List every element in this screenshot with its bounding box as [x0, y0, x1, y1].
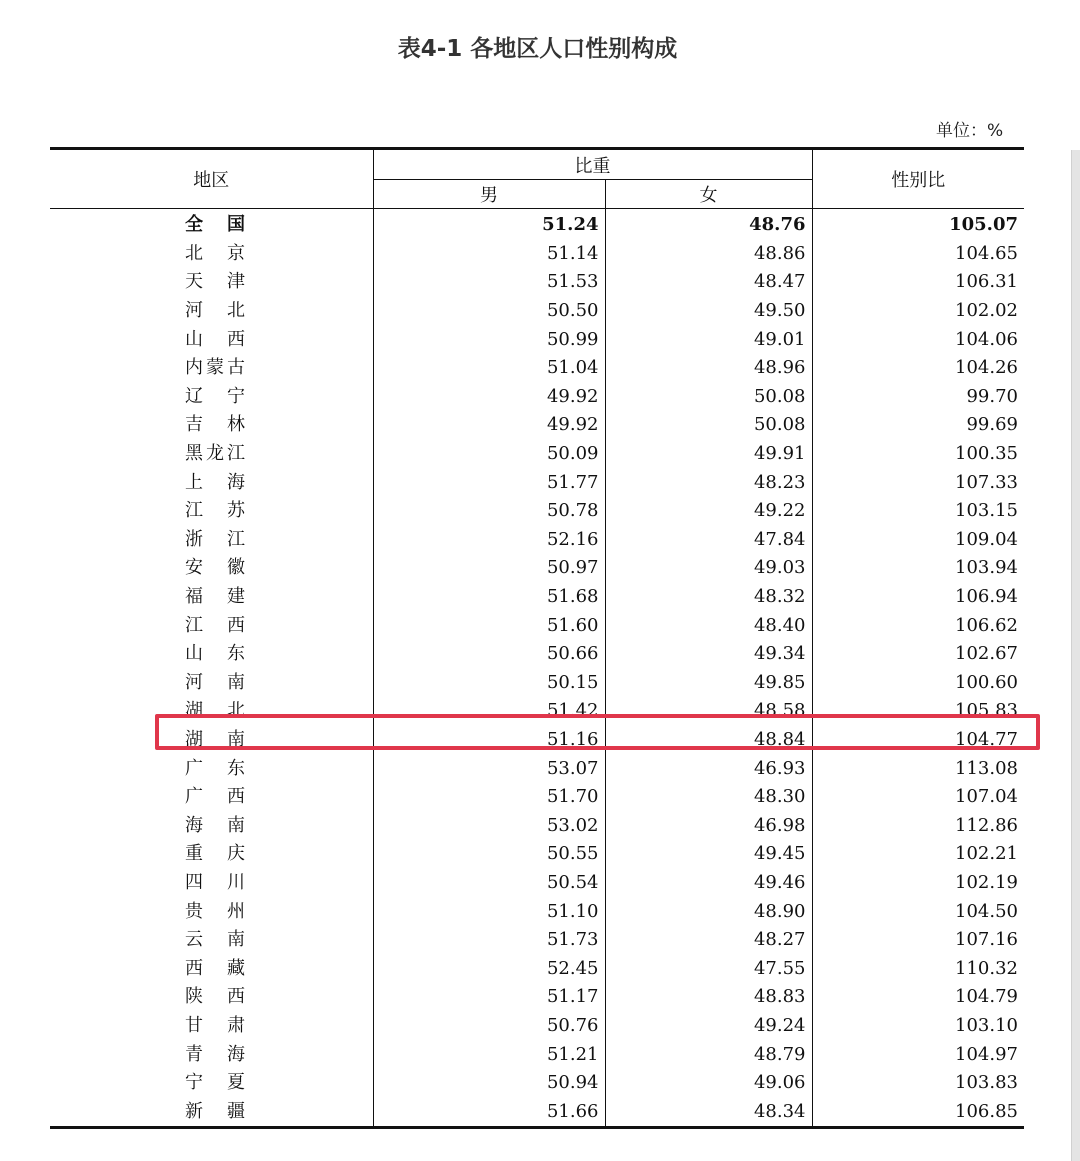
ratio-cell: 106.62: [812, 611, 1024, 640]
ratio-cell: 104.97: [812, 1040, 1024, 1069]
region-cell: [50, 983, 373, 1012]
region-name: 河北: [185, 300, 245, 322]
ratio-cell: 103.10: [812, 1012, 1024, 1041]
female-cell: 49.06: [605, 1069, 812, 1098]
header-sex-ratio: 性别比: [812, 149, 1024, 209]
table-row: [50, 1069, 1024, 1098]
ratio-cell: 107.33: [812, 468, 1024, 497]
table-row: [50, 1040, 1024, 1069]
female-cell: 48.40: [605, 611, 812, 640]
region-cell: [50, 611, 373, 640]
region-name: 重庆: [185, 843, 245, 865]
region-name: 湖北: [185, 700, 245, 722]
region-name: 新疆: [185, 1100, 245, 1122]
female-cell: 48.86: [605, 240, 812, 269]
ratio-cell: 99.69: [812, 411, 1024, 440]
ratio-cell: 104.06: [812, 325, 1024, 354]
region-cell: [50, 869, 373, 898]
region-cell: [50, 640, 373, 669]
ratio-cell: 110.32: [812, 954, 1024, 983]
region-name: 湖南: [185, 728, 245, 750]
region-cell: [50, 1012, 373, 1041]
ratio-cell: 102.21: [812, 840, 1024, 869]
female-cell: 47.84: [605, 526, 812, 555]
table-row: [50, 240, 1024, 269]
region-name: 广东: [185, 757, 245, 779]
region-cell: [50, 383, 373, 412]
header-proportion: 比重: [373, 149, 812, 180]
female-cell: 48.34: [605, 1097, 812, 1127]
region-cell: [50, 697, 373, 726]
male-cell: 51.17: [373, 983, 605, 1012]
region-name: 贵州: [185, 900, 245, 922]
table-row: [50, 583, 1024, 612]
table-row: [50, 669, 1024, 698]
table-row: [50, 640, 1024, 669]
male-cell: 49.92: [373, 383, 605, 412]
ratio-cell: 113.08: [812, 754, 1024, 783]
table-row: [50, 897, 1024, 926]
ratio-cell: 100.35: [812, 440, 1024, 469]
region-cell: [50, 411, 373, 440]
ratio-cell: 105.07: [812, 209, 1024, 240]
male-cell: 50.97: [373, 554, 605, 583]
table-row: [50, 1097, 1024, 1127]
region-name: 江西: [185, 614, 245, 636]
male-cell: 52.45: [373, 954, 605, 983]
region-cell: [50, 811, 373, 840]
region-name: 黑龙江: [185, 443, 245, 465]
region-cell: [50, 1069, 373, 1098]
region-cell: [50, 783, 373, 812]
male-cell: 51.42: [373, 697, 605, 726]
table-body: [50, 209, 1024, 1128]
table-row: [50, 554, 1024, 583]
table-row: [50, 411, 1024, 440]
ratio-cell: 104.26: [812, 354, 1024, 383]
region-cell: [50, 754, 373, 783]
region-name: 浙江: [185, 528, 245, 550]
region-cell: [50, 840, 373, 869]
region-name: 宁夏: [185, 1072, 245, 1094]
ratio-cell: 106.94: [812, 583, 1024, 612]
female-cell: 49.34: [605, 640, 812, 669]
ratio-cell: 106.31: [812, 268, 1024, 297]
female-cell: 48.30: [605, 783, 812, 812]
female-cell: 47.55: [605, 954, 812, 983]
female-cell: 50.08: [605, 411, 812, 440]
female-cell: 48.96: [605, 354, 812, 383]
male-cell: 51.68: [373, 583, 605, 612]
male-cell: 51.66: [373, 1097, 605, 1127]
male-cell: 51.73: [373, 926, 605, 955]
region-name: 福建: [185, 586, 245, 608]
table-row: [50, 440, 1024, 469]
male-cell: 53.07: [373, 754, 605, 783]
male-cell: 50.54: [373, 869, 605, 898]
region-cell: [50, 554, 373, 583]
male-cell: 49.92: [373, 411, 605, 440]
male-cell: 53.02: [373, 811, 605, 840]
ratio-cell: 102.02: [812, 297, 1024, 326]
ratio-cell: 102.67: [812, 640, 1024, 669]
female-cell: 49.03: [605, 554, 812, 583]
female-cell: 48.83: [605, 983, 812, 1012]
table-row: [50, 268, 1024, 297]
ratio-cell: 104.65: [812, 240, 1024, 269]
table-row: [50, 983, 1024, 1012]
male-cell: 50.66: [373, 640, 605, 669]
region-name: 云南: [185, 929, 245, 951]
ratio-cell: 105.83: [812, 697, 1024, 726]
female-cell: 46.93: [605, 754, 812, 783]
ratio-cell: 112.86: [812, 811, 1024, 840]
female-cell: 49.22: [605, 497, 812, 526]
table-row: [50, 754, 1024, 783]
ratio-cell: 104.79: [812, 983, 1024, 1012]
ratio-cell: 103.83: [812, 1069, 1024, 1098]
ratio-cell: 109.04: [812, 526, 1024, 555]
male-cell: 51.77: [373, 468, 605, 497]
table-row: [50, 611, 1024, 640]
male-cell: 50.55: [373, 840, 605, 869]
region-name: 山东: [185, 643, 245, 665]
page-title: 表4-1 各地区人口性别构成: [397, 36, 678, 62]
male-cell: 50.50: [373, 297, 605, 326]
table-row: [50, 869, 1024, 898]
region-cell: [50, 583, 373, 612]
table-row: [50, 783, 1024, 812]
region-name: 吉林: [185, 414, 245, 436]
region-cell: [50, 354, 373, 383]
female-cell: 49.45: [605, 840, 812, 869]
ratio-cell: 106.85: [812, 1097, 1024, 1127]
male-cell: 51.16: [373, 726, 605, 755]
male-cell: 51.14: [373, 240, 605, 269]
region-cell: [50, 325, 373, 354]
region-cell: [50, 468, 373, 497]
region-name: 广西: [185, 786, 245, 808]
ratio-cell: 100.60: [812, 669, 1024, 698]
region-cell: [50, 268, 373, 297]
table-row: [50, 354, 1024, 383]
male-cell: 50.94: [373, 1069, 605, 1098]
table-row: [50, 811, 1024, 840]
sex-composition-table: [50, 147, 1024, 1129]
male-cell: 51.21: [373, 1040, 605, 1069]
male-cell: 51.04: [373, 354, 605, 383]
header-female: 女: [605, 180, 812, 209]
female-cell: 46.98: [605, 811, 812, 840]
region-name: 海南: [185, 814, 245, 836]
region-name: 天津: [185, 271, 245, 293]
table-row: [50, 840, 1024, 869]
male-cell: 50.15: [373, 669, 605, 698]
table-row: [50, 926, 1024, 955]
ratio-cell: 104.50: [812, 897, 1024, 926]
region-name: 四川: [185, 871, 245, 893]
female-cell: 49.24: [605, 1012, 812, 1041]
ratio-cell: 107.16: [812, 926, 1024, 955]
table-row: [50, 297, 1024, 326]
female-cell: 48.58: [605, 697, 812, 726]
ratio-cell: 103.94: [812, 554, 1024, 583]
table-row: [50, 383, 1024, 412]
female-cell: 49.85: [605, 669, 812, 698]
region-name: 陕西: [185, 986, 245, 1008]
female-cell: 48.32: [605, 583, 812, 612]
table-row: [50, 526, 1024, 555]
female-cell: 48.76: [605, 209, 812, 240]
table-row: [50, 209, 1024, 240]
male-cell: 52.16: [373, 526, 605, 555]
female-cell: 49.91: [605, 440, 812, 469]
region-name: 江苏: [185, 500, 245, 522]
female-cell: 48.27: [605, 926, 812, 955]
ratio-cell: 107.04: [812, 783, 1024, 812]
region-name: 辽宁: [185, 385, 245, 407]
region-cell: [50, 926, 373, 955]
region-cell: [50, 669, 373, 698]
table-row: [50, 325, 1024, 354]
region-cell: [50, 440, 373, 469]
table-row: [50, 697, 1024, 726]
male-cell: 50.78: [373, 497, 605, 526]
region-cell: [50, 497, 373, 526]
female-cell: 48.23: [605, 468, 812, 497]
table-row: [50, 726, 1024, 755]
male-cell: 51.10: [373, 897, 605, 926]
region-name: 上海: [185, 471, 245, 493]
header-region: 地区: [50, 149, 373, 209]
female-cell: 50.08: [605, 383, 812, 412]
ratio-cell: 104.77: [812, 726, 1024, 755]
ratio-cell: 103.15: [812, 497, 1024, 526]
table-row: [50, 954, 1024, 983]
region-cell: [50, 726, 373, 755]
female-cell: 48.47: [605, 268, 812, 297]
unit-label: 单位：%: [936, 121, 1004, 141]
table-row: [50, 1012, 1024, 1041]
male-cell: 50.99: [373, 325, 605, 354]
region-name: 全国: [185, 214, 245, 236]
region-cell: [50, 240, 373, 269]
region-cell: [50, 954, 373, 983]
male-cell: 51.24: [373, 209, 605, 240]
table-row: [50, 497, 1024, 526]
table-row: [50, 468, 1024, 497]
male-cell: 51.60: [373, 611, 605, 640]
female-cell: 48.84: [605, 726, 812, 755]
region-name: 北京: [185, 242, 245, 264]
female-cell: 49.01: [605, 325, 812, 354]
female-cell: 49.50: [605, 297, 812, 326]
region-name: 西藏: [185, 957, 245, 979]
male-cell: 51.70: [373, 783, 605, 812]
region-name: 河南: [185, 671, 245, 693]
region-name: 内蒙古: [185, 357, 245, 379]
region-cell: [50, 1097, 373, 1127]
male-cell: 51.53: [373, 268, 605, 297]
region-cell: [50, 526, 373, 555]
region-cell: [50, 897, 373, 926]
region-cell: [50, 297, 373, 326]
male-cell: 50.76: [373, 1012, 605, 1041]
female-cell: 48.90: [605, 897, 812, 926]
region-cell: [50, 1040, 373, 1069]
ratio-cell: 102.19: [812, 869, 1024, 898]
vertical-scrollbar[interactable]: [1071, 150, 1080, 1161]
header-male: 男: [373, 180, 605, 209]
region-name: 安徽: [185, 557, 245, 579]
female-cell: 49.46: [605, 869, 812, 898]
male-cell: 50.09: [373, 440, 605, 469]
region-cell: [50, 209, 373, 240]
female-cell: 48.79: [605, 1040, 812, 1069]
region-name: 青海: [185, 1043, 245, 1065]
ratio-cell: 99.70: [812, 383, 1024, 412]
region-name: 山西: [185, 328, 245, 350]
region-name: 甘肃: [185, 1014, 245, 1036]
